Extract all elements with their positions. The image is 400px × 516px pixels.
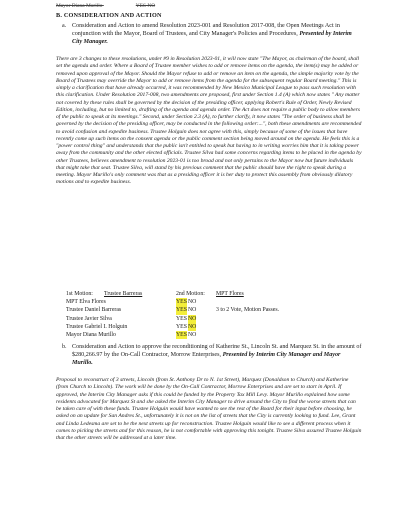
vote-yes: YES bbox=[176, 315, 187, 322]
item-a-text bbox=[72, 23, 362, 46]
previous-vote-fragment bbox=[56, 3, 155, 9]
vote-row bbox=[66, 298, 326, 306]
first-motion-name: Trustee Barreras bbox=[104, 291, 143, 297]
item-b-description: Consideration and Action to approve the reconditioning of Katherine St., Lincoln St. and Marquez St. in the amount of $280,266.97 by the On-Call Contractor, Morrow Enterprises, bbox=[72, 344, 362, 358]
vote-rows bbox=[66, 298, 326, 339]
vote-yes: YES bbox=[176, 331, 187, 338]
voter-name: Trustee Javier Silva bbox=[66, 315, 112, 322]
vote-no: NO bbox=[188, 299, 197, 306]
vote-row bbox=[66, 331, 326, 339]
vote-yes: YES bbox=[176, 323, 187, 330]
vote-yes: YES bbox=[176, 307, 187, 314]
motion-header-row bbox=[66, 290, 326, 298]
voter-name: Trustee Daniel Barreras bbox=[66, 307, 122, 314]
vote-result-note: 3 to 2 Vote, Motion Passes. bbox=[216, 307, 280, 314]
first-motion-label: 1st Motion: bbox=[66, 291, 93, 297]
previous-vote-values: YES NO bbox=[135, 3, 156, 9]
vote-no: NO bbox=[188, 315, 197, 322]
vote-row bbox=[66, 306, 326, 314]
discussion-note-a: There are 3 changes to these resolutions, under #9 in Resolution 2023-01, it will now state "The Mayor, as chairman of the board, shall set the agenda and order. Where a Board of Trustee member wishes to add or remove items on the agenda, the item(s) may be added or removed upon approval of the Mayor. Should the Mayor refuse to add or remove an item on the agenda, the simple majority vote by the Board of Trustees may override the Mayor to add or remove items from the agenda for the subsequent regular Board meeting." This is simply a clarification that have already occurred, it was recommended by New Mexico Municipal League to pass such resolution with this clarification. Under Resolution 2017-008, two amendments are proposed, first under Section 1.4 (A) which now states " Any matter not covered by these rules shall be governed by the decision of the presiding officer, applying Robert's Rule of Order, Newly Revised Edition, including, but no limited to, drafting of the agenda and agenda order. The Act does not require a public body to allow members of the public to speak at its meetings." Second, under Section 2.3 (A), to further clarify, it now states "The order of business shall be governed by the decision of the presiding officer, may be conducted in the following order:...", both these amendments are recommended to avoid confusion and expedite business. Trustee Holguin does not agree with this, simply because of some of the issues that have recently come up such items on the consent agenda or the public comment section being moved around on the agenda. He feels this is a "power control thing" and understands that the public isn't entitled to speak but having to in writing worries him that it is taking power away from the community and the other elected officials. Trustee Silva had some concerns regarding items to be placed in the agenda by other Trustees, believes amendment to resolution 2023-01 is too broad and not only pertains to the Mayor now but future individuals that might take that seat. Trustee Silva, will stand by his previous comment that the public should have the right to speak during a meeting. Mayor Murillo's only comment was that as a presiding officer it is her duty to protect this assembly from obviously dilatory motions and to expedite business. bbox=[56, 56, 362, 186]
item-b-text bbox=[72, 344, 362, 367]
item-a-presenter: Presented by Interim City Manager. bbox=[72, 30, 352, 45]
section-heading: B. CONSIDERATION AND ACTION bbox=[56, 12, 162, 19]
vote-row bbox=[66, 323, 326, 331]
item-a-label: a. bbox=[62, 23, 67, 29]
motion-vote-table bbox=[66, 290, 326, 339]
item-b-presenter: Presented by Interim City Manager and Mayor Murillo. bbox=[72, 351, 341, 366]
voter-name: MPT Elva Flores bbox=[66, 299, 106, 306]
previous-vote-name: Mayor Diana Murillo bbox=[56, 3, 103, 9]
item-a-description: Consideration and Action to amend Resolution 2023-001 and Resolution 2017-008, the Open Meetings Act in conjunction with the Mayor, Board of Trustees, and City Manager's Policies and Procedures, bbox=[72, 23, 340, 37]
voter-name: Mayor Diana Murillo bbox=[66, 331, 116, 338]
voter-name: Trustee Gabriel I. Holguin bbox=[66, 323, 128, 330]
discussion-note-b: Proposal to reconstruct of 3 streets, Lincoln (from St. Anthony Dr to N. 1st Street), Marquez (Donaldson to Church) and Katherine (from Church to Lincoln). The work will be done by the On-Call Contractor, Morrow Enterprises and are set to start in April. If approved, the Interim City Manager asks if this could be funded by the Property Tax Mill Levy. Mayor Murillo explained how some residents advocated for Marquez St and she asked the Interim City Manager to drive around the City to find the worse streets that can be taken care of with these funds. Trustee Holguin would have wanted to see the rest of the Board for their input before choosing, he asked on an update for San Andres St., unfortunately it is not on the list of streets that the City is currently looking to fund. Lee, Grant and Linda Ledesma are set to be the next streets up for reconstruction. Trustee Holguin would like to see a different process when it comes to picking the streets and for this reason, he is not comfortable with approving this tonight. Trustee Silva assured Trustee Holguin that the other streets will be addressed at a later time. bbox=[56, 377, 362, 441]
second-motion-name: MPT Flores bbox=[216, 291, 244, 297]
item-b-label: b. bbox=[62, 344, 67, 350]
second-motion-label: 2nd Motion: bbox=[176, 291, 205, 297]
vote-no: NO bbox=[188, 331, 197, 338]
vote-yes: YES bbox=[176, 299, 187, 306]
vote-no: NO bbox=[188, 307, 197, 314]
vote-row bbox=[66, 315, 326, 323]
vote-no: NO bbox=[188, 323, 197, 330]
